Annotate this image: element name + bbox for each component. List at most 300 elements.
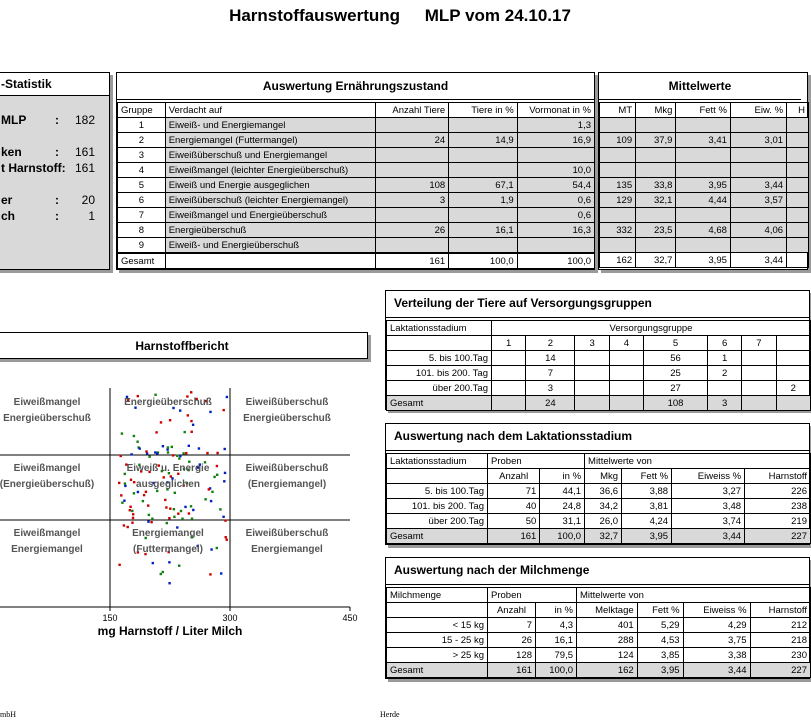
table-cell (376, 148, 449, 163)
table-cell: Eiweiß- und Energieüberschuß (165, 238, 375, 254)
plot-point (220, 572, 222, 574)
table-row (600, 223, 809, 238)
table-cell: 32,7 (585, 529, 622, 544)
table-cell (449, 148, 518, 163)
table-cell: Melktage (577, 603, 638, 618)
table-cell: Harnstoff (750, 603, 810, 618)
table-cell: 0,6 (517, 193, 594, 208)
plot-region-line: Eiweißüberschuß (245, 528, 329, 539)
table-cell: MT (600, 103, 636, 118)
plot-point (224, 519, 226, 521)
table-cell: Fett % (637, 603, 683, 618)
table-cell (376, 238, 449, 254)
table-cell (449, 163, 518, 178)
table-cell: Eiweiss % (683, 603, 750, 618)
table-cell: 44,1 (540, 484, 585, 499)
stat-value: 182 (74, 113, 95, 127)
laktation-table (386, 453, 811, 544)
plot-region-label (103, 461, 233, 493)
table-cell: 230 (750, 648, 810, 663)
plot-point (167, 446, 169, 448)
plot-point (185, 452, 187, 454)
table-cell: 33,8 (636, 178, 676, 193)
table-cell: 25 (644, 366, 708, 381)
plot-point (132, 517, 134, 519)
table-cell: 100,0 (540, 529, 585, 544)
table-cell (575, 366, 609, 381)
table-cell: 26 (488, 633, 536, 648)
table-cell: 227 (745, 529, 811, 544)
table-cell: 238 (745, 499, 811, 514)
table-cell: 162 (577, 663, 638, 678)
plot-point (131, 522, 133, 524)
table-cell (776, 336, 810, 351)
table-cell (492, 351, 526, 366)
table-cell (730, 148, 786, 163)
plot-point (162, 445, 164, 447)
stat-sep: : (55, 113, 59, 127)
table-row (387, 514, 811, 529)
table-cell: 401 (577, 618, 638, 633)
table-cell (787, 193, 809, 208)
table-cell: 9 (118, 238, 166, 254)
table-cell: 15 - 25 kg (387, 633, 488, 648)
table-cell (730, 208, 786, 223)
plot-point (121, 502, 123, 504)
table-cell: 3,44 (730, 253, 786, 268)
table-cell: Gesamt (387, 663, 488, 678)
plot-region-line: Eiweißmangel (13, 397, 81, 408)
table-cell (742, 366, 776, 381)
table-cell: 14 (526, 351, 575, 366)
table-cell: 32,7 (636, 253, 676, 268)
plot-point (151, 518, 153, 520)
table-cell (387, 469, 488, 484)
stat-sep: : (55, 209, 59, 223)
table-cell: 4,68 (676, 223, 730, 238)
plot-point (139, 447, 141, 449)
stat-value: 20 (81, 193, 95, 207)
table-cell: Laktationsstadium (387, 321, 492, 336)
table-row (387, 588, 811, 603)
plot-point (192, 424, 194, 426)
plot-point (173, 508, 175, 510)
table-cell (636, 208, 676, 223)
table-cell: 5. bis 100.Tag (387, 484, 488, 499)
plot-point (191, 431, 193, 433)
table-cell (676, 163, 730, 178)
table-cell: 71 (488, 484, 540, 499)
mittelwerte-panel (598, 72, 808, 270)
plot-point (180, 510, 182, 512)
table-cell: 4,29 (683, 618, 750, 633)
table-cell (492, 366, 526, 381)
table-cell: 26,0 (585, 514, 622, 529)
table-row (387, 321, 811, 336)
table-row (600, 133, 809, 148)
table-row (387, 396, 811, 411)
table-cell: 162 (600, 253, 636, 268)
table-cell (387, 336, 492, 351)
table-cell (387, 603, 488, 618)
ernaehrung-header: Auswertung Ernährungszustand (117, 73, 594, 100)
table-cell: 135 (600, 178, 636, 193)
table-cell: 100,0 (536, 663, 577, 678)
table-row (118, 238, 595, 254)
ernaehrung-panel (116, 72, 595, 270)
table-row (387, 366, 811, 381)
table-row (387, 618, 811, 633)
plot-point (118, 564, 120, 566)
table-cell (787, 163, 809, 178)
table-cell: 31,1 (540, 514, 585, 529)
plot-point (131, 510, 133, 512)
plot-point (188, 512, 190, 514)
table-cell: Fett % (676, 103, 730, 118)
table-cell: 5. bis 100.Tag (387, 351, 492, 366)
table-cell: Gesamt (387, 396, 492, 411)
table-cell (787, 118, 809, 133)
table-cell: 4,3 (536, 618, 577, 633)
table-row (387, 663, 811, 678)
table-row (387, 499, 811, 514)
table-cell: Eiw. % (730, 103, 786, 118)
plot-region-line: Eiweißmangel (13, 528, 81, 539)
table-cell (787, 223, 809, 238)
plot-point (191, 518, 193, 520)
table-row (387, 603, 811, 618)
table-cell: 4 (609, 336, 643, 351)
plot-point (176, 455, 178, 457)
table-row (118, 223, 595, 238)
plot-point (179, 455, 181, 457)
table-cell (600, 163, 636, 178)
table-cell (676, 148, 730, 163)
table-cell: 26 (376, 223, 449, 238)
plot-point (136, 441, 138, 443)
table-cell (449, 208, 518, 223)
table-cell (742, 351, 776, 366)
plot-point (150, 521, 152, 523)
plot-point (168, 561, 170, 563)
table-cell: 34,2 (585, 499, 622, 514)
plot-point (121, 432, 123, 434)
table-cell: 1,3 (517, 118, 594, 133)
table-cell (787, 133, 809, 148)
plot-point (173, 516, 175, 518)
laktation-header: Auswertung nach dem Laktationsstadium (386, 424, 809, 451)
table-cell: 3,95 (637, 663, 683, 678)
plot-region-line: Energiemangel (132, 528, 204, 539)
table-cell: 3,27 (672, 484, 745, 499)
ernaehrung-table (117, 102, 595, 269)
table-cell: 3,38 (683, 648, 750, 663)
table-row (118, 118, 595, 133)
table-cell (676, 208, 730, 223)
table-cell (707, 381, 741, 396)
table-cell: 3 (575, 336, 609, 351)
table-cell: 3,88 (622, 484, 672, 499)
table-row (600, 238, 809, 253)
plot-point (143, 494, 145, 496)
table-cell: 218 (750, 633, 810, 648)
plot-point (155, 431, 157, 433)
plot-point (142, 500, 144, 502)
table-row (118, 133, 595, 148)
table-cell (609, 381, 643, 396)
table-cell: 101. bis 200. Tag (387, 499, 488, 514)
plot-region-label (103, 395, 233, 411)
table-cell: 3,95 (676, 253, 730, 268)
table-cell (492, 396, 526, 411)
table-cell: 5 (118, 178, 166, 193)
table-cell (730, 118, 786, 133)
plot-region-line: Eiweiß u. Energie (126, 463, 210, 474)
table-row (600, 253, 809, 268)
stat-value: 161 (74, 161, 95, 175)
table-cell: 56 (644, 351, 708, 366)
table-cell: 7 (118, 208, 166, 223)
table-cell: 3,57 (730, 193, 786, 208)
table-cell (730, 163, 786, 178)
table-cell: 24 (376, 133, 449, 148)
table-cell: Eiweißmangel und Energieüberschuß (165, 208, 375, 223)
plot-point (216, 452, 218, 454)
plot-point (164, 499, 166, 501)
table-cell: über 200.Tag (387, 381, 492, 396)
table-cell: 7 (526, 366, 575, 381)
table-cell (676, 118, 730, 133)
table-cell (575, 351, 609, 366)
bericht-header-box (0, 332, 368, 359)
table-row (118, 208, 595, 223)
table-row (387, 469, 811, 484)
table-cell: Milchmenge (387, 588, 488, 603)
table-cell: 3,81 (622, 499, 672, 514)
plot-point (192, 509, 194, 511)
stat-sep: : (55, 145, 59, 159)
table-cell: 3,01 (730, 133, 786, 148)
table-cell (636, 238, 676, 253)
table-cell: 23,5 (636, 223, 676, 238)
table-cell (609, 366, 643, 381)
table-cell: 227 (750, 663, 810, 678)
table-cell: > 25 kg (387, 648, 488, 663)
table-cell: 5 (644, 336, 708, 351)
page-title (0, 6, 800, 26)
table-cell: 3,44 (730, 178, 786, 193)
plot-point (188, 445, 190, 447)
table-cell: 16,9 (517, 133, 594, 148)
table-cell: 1 (707, 351, 741, 366)
table-cell: 108 (376, 178, 449, 193)
table-cell: 4,44 (676, 193, 730, 208)
table-cell (730, 238, 786, 253)
table-cell: 3,95 (622, 529, 672, 544)
plot-point (145, 450, 147, 452)
table-cell: < 15 kg (387, 618, 488, 633)
plot-point (181, 518, 183, 520)
table-cell (787, 178, 809, 193)
plot-point (184, 431, 186, 433)
table-cell: 2 (707, 366, 741, 381)
plot-point (190, 391, 192, 393)
table-cell: Tiere in % (449, 103, 518, 118)
footer-right: Herde (380, 710, 400, 719)
table-cell (776, 351, 810, 366)
plot-region-label (222, 526, 352, 558)
table-cell: Eiweißüberschuß (leichter Energiemangel) (165, 193, 375, 208)
stat-value: 161 (74, 145, 95, 159)
plot-point (172, 454, 174, 456)
table-cell: 124 (577, 648, 638, 663)
table-row (600, 103, 809, 118)
table-cell: 8 (118, 223, 166, 238)
stat-label: MLP (1, 113, 27, 127)
table-row (118, 178, 595, 193)
table-cell: 5,29 (637, 618, 683, 633)
table-cell: Mittelwerte von (585, 454, 811, 469)
table-row (387, 454, 811, 469)
table-cell: Energieüberschuß (165, 223, 375, 238)
plot-point (168, 582, 170, 584)
table-cell: Verdacht auf (165, 103, 375, 118)
table-cell (636, 163, 676, 178)
table-cell: Gesamt (118, 253, 166, 269)
title-main: Harnstoffauswertung (229, 6, 401, 25)
table-cell: in % (540, 469, 585, 484)
table-cell: Mkg (585, 469, 622, 484)
mittelwerte-table (599, 102, 809, 268)
table-cell: Anzahl Tiere (376, 103, 449, 118)
table-row (600, 148, 809, 163)
table-row (600, 193, 809, 208)
plot-point (162, 571, 164, 573)
plot-region-line: ausgeglichen (136, 479, 200, 490)
plot-xlabel: mg Harnstoff / Liter Milch (97, 624, 243, 638)
bericht-header: Harnstoffbericht (135, 339, 229, 353)
table-cell: 100,0 (449, 253, 518, 269)
stat-label: ken (1, 145, 22, 159)
plot-region-line: (Energieüberschuß) (0, 479, 95, 490)
plot-point (206, 452, 208, 454)
table-cell: Eiweißmangel (leichter Energieüberschuß) (165, 163, 375, 178)
table-row (118, 163, 595, 178)
plot-point (209, 411, 211, 413)
table-cell: 3 (707, 396, 741, 411)
table-cell (376, 208, 449, 223)
plot-point (146, 452, 148, 454)
plot-region-line: Eiweißmangel (13, 463, 81, 474)
table-cell: 3,85 (637, 648, 683, 663)
table-cell: 4,24 (622, 514, 672, 529)
table-cell: 3,44 (683, 663, 750, 678)
table-cell: 3,48 (672, 499, 745, 514)
table-cell: 161 (488, 663, 536, 678)
table-cell: 0,6 (517, 208, 594, 223)
plot-point (167, 451, 169, 453)
table-row (387, 336, 811, 351)
table-cell (492, 381, 526, 396)
plot-region-label (222, 461, 352, 493)
table-cell: 1 (492, 336, 526, 351)
plot-region-line: (Futtermangel) (133, 544, 203, 555)
plot-point (129, 509, 131, 511)
plot-point (120, 455, 122, 457)
table-cell: 7 (742, 336, 776, 351)
table-cell: 2 (776, 381, 810, 396)
table-cell: 10,0 (517, 163, 594, 178)
table-cell: 40 (488, 499, 540, 514)
table-cell (517, 148, 594, 163)
plot-region-line: Energieüberschuß (3, 413, 91, 424)
plot-region-label (103, 526, 233, 558)
table-row (600, 163, 809, 178)
stat-label: t Harnstoff: (1, 161, 66, 175)
table-cell: 54,4 (517, 178, 594, 193)
table-cell: 37,9 (636, 133, 676, 148)
plot-point (160, 421, 162, 423)
table-row (387, 484, 811, 499)
table-cell: 109 (600, 133, 636, 148)
table-cell (575, 381, 609, 396)
table-cell: 24 (526, 396, 575, 411)
table-cell: Eiweißüberschuß und Energiemangel (165, 148, 375, 163)
plot-point (133, 435, 135, 437)
table-cell: 3,41 (676, 133, 730, 148)
plot-point (178, 565, 180, 567)
table-cell (376, 118, 449, 133)
plot-point (222, 516, 224, 518)
table-cell: Versorgungsgruppe (492, 321, 811, 336)
plot-point (209, 573, 211, 575)
table-cell: Laktationsstadium (387, 454, 488, 469)
stat-sep: : (55, 193, 59, 207)
table-cell: 108 (644, 396, 708, 411)
title-sub: MLP vom 24.10.17 (424, 6, 571, 25)
table-cell (449, 238, 518, 254)
plot-tick-label: 150 (102, 613, 118, 623)
table-cell: 24,8 (540, 499, 585, 514)
versorgung-header: Verteilung der Tiere auf Versorgungsgruppen (386, 291, 809, 318)
plot-point (129, 506, 131, 508)
plot-region-label (0, 395, 112, 427)
table-cell: in % (536, 603, 577, 618)
table-cell (636, 118, 676, 133)
plot-point (168, 517, 170, 519)
plot-point (219, 508, 221, 510)
table-cell (600, 238, 636, 253)
plot-tick-label: 300 (222, 613, 238, 623)
plot-region-line: Eiweißüberschuß (245, 397, 329, 408)
table-cell: 3 (376, 193, 449, 208)
plot-point (166, 522, 168, 524)
plot-point (210, 500, 212, 502)
plot-point (190, 420, 192, 422)
table-cell: Eiweiß und Energie ausgeglichen (165, 178, 375, 193)
table-cell: 67,1 (449, 178, 518, 193)
table-row (118, 103, 595, 118)
table-cell: Gruppe (118, 103, 166, 118)
plot-tick-label: 450 (342, 613, 358, 623)
milchmenge-table (386, 587, 811, 678)
plot-point (184, 506, 186, 508)
table-cell: 16,1 (449, 223, 518, 238)
table-row (387, 633, 811, 648)
table-cell: 128 (488, 648, 536, 663)
table-row (600, 208, 809, 223)
table-cell (787, 238, 809, 253)
